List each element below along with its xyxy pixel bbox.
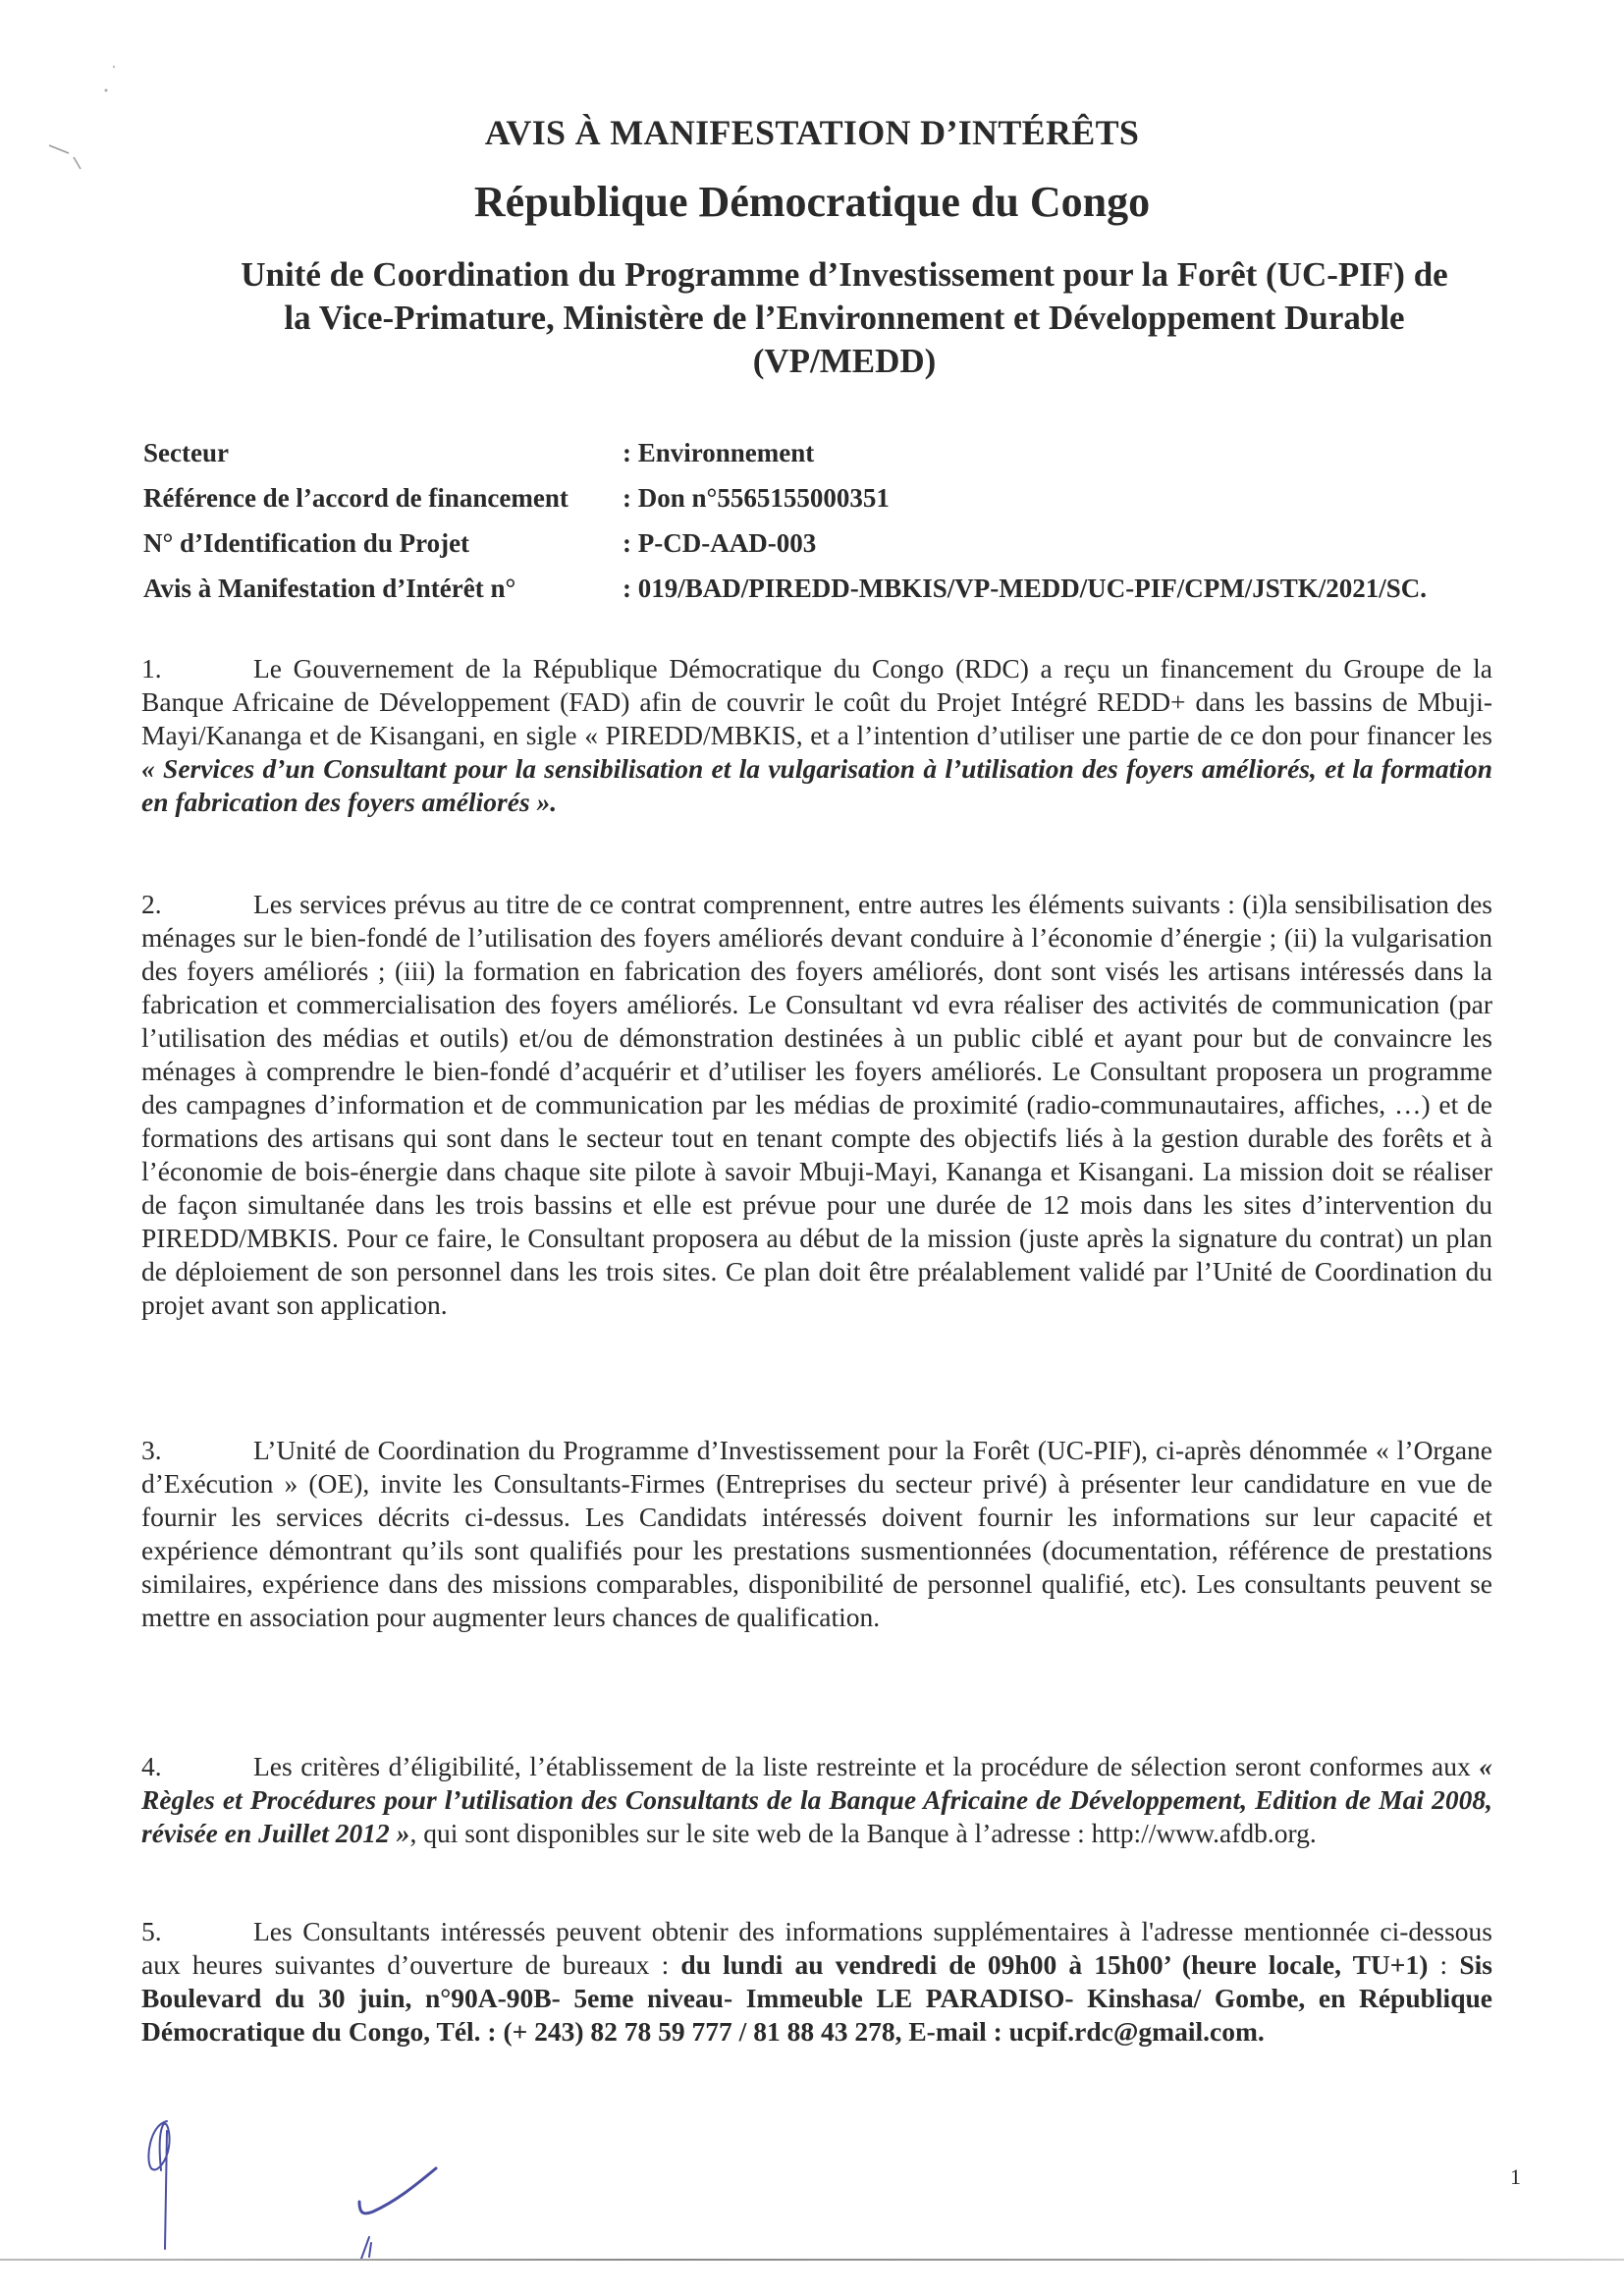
meta-label: Référence de l’accord de financement [143, 483, 568, 513]
meta-label: Avis à Manifestation d’Intérêt n° [143, 574, 516, 603]
meta-row-project-id [143, 528, 1518, 574]
handwritten-initial-icon [137, 2111, 216, 2259]
meta-row-notice-number [143, 574, 1518, 619]
contact-address: Sis Boulevard du 30 juin, n°90A-90B- 5eme niveau- Immeuble LE PARADISO- Kinshasa/ Gombe, en République Démocratique du Congo, Tél. : (+ 243) 82 78 59 777 / 81 88 43 278, E-mail : ucpif.rdc@gmail.com. [141, 1949, 1492, 2047]
paragraph-number: 2. [141, 889, 162, 919]
meta-label: N° d’Identification du Projet [143, 528, 470, 558]
meta-value: : Environnement [623, 438, 815, 467]
meta-value: : 019/BAD/PIREDD-MBKIS/VP-MEDD/UC-PIF/CPM/JSTK/2021/SC. [623, 574, 1427, 603]
paragraph-2 [141, 888, 1492, 1322]
organization-line: (VP/MEDD) [752, 342, 937, 380]
meta-value: : P-CD-AAD-003 [623, 528, 817, 558]
paragraph-number: 5. [141, 1916, 162, 1946]
paragraph-5 [141, 1915, 1492, 2049]
country-title: République Démocratique du Congo [473, 178, 1151, 226]
office-hours: du lundi au vendredi de 09h00 à 15h00’ (heure locale, TU+1) [680, 1949, 1429, 1980]
paragraph-text: : [1428, 1949, 1460, 1980]
paragraph-text: , qui sont disponibles sur le site web de la Banque à l’adresse : http://www.afdb.org. [409, 1818, 1317, 1848]
organization-line: la Vice-Primature, Ministère de l’Environnement et Développement Durable [284, 299, 1405, 337]
paragraph-4 [141, 1750, 1492, 1850]
organization-line: Unité de Coordination du Programme d’Investissement pour la Forêt (UC-PIF) de [241, 255, 1448, 294]
meta-row-financing-reference [143, 483, 1518, 528]
paragraph-3 [141, 1434, 1492, 1634]
meta-row-sector [143, 438, 1518, 483]
paragraph-text: L’Unité de Coordination du Programme d’Investissement pour la Forêt (UC-PIF), ci-après dénommée « l’Organe d’Exécution » (OE), invite les Consultants-Firmes (Entreprises du secteur privé) à présenter leur candidature en vue de fournir les services décrits ci-dessus. Les Candidats intéressés doivent fournir les informations sur leur capacité et expérience démontrant qu’ils sont qualifiés pour les prestations susmentionnées (documentation, référence de prestations similaires, expérience dans des missions comparables, disponibilité de personnel qualifié, etc). Les consultants peuvent se mettre en association pour augmenter leurs chances de qualification. [141, 1435, 1492, 1632]
meta-label: Secteur [143, 438, 229, 467]
service-title-emphasis: « Services d’un Consultant pour la sensibilisation et la vulgarisation à l’utilisation des foyers améliorés, et la formation en fabrication des foyers améliorés ». [141, 753, 1492, 817]
project-metadata [143, 438, 1518, 619]
paragraph-text: Les Consultants intéressés peuvent obtenir des informations supplémentaires à l'adresse mentionnée ci-dessous aux heures suivantes d’ouverture de bureaux : [141, 1916, 1492, 1980]
paragraph-text: Les services prévus au titre de ce contrat comprennent, entre autres les éléments suivants : (i)la sensibilisation des ménages sur le bien-fondé de l’utilisation des foyers améliorés devant conduire à l’économie d’énergie ; (ii) la vulgarisation des foyers améliorés ; (iii) la formation en fabrication des foyers améliorés, dont sont visés les artisans intéressés dans la fabrication et commercialisation des foyers améliorés. Le Consultant vd evra réaliser des activités de communication (par l’utilisation des médias et outils) et/ou de démonstration destinées à un public ciblé et ayant pour but de convaincre les ménages à comprendre le bien-fondé d’acquérir et d’utiliser les foyers améliorés. Le Consultant proposera un programme des campagnes d’information et de communication par les médias de proximité (radio-communautaires, affiches, …) et de formations des artisans qui sont dans le secteur tout en tenant compte des objectifs liés à la gestion durable des forêts et à l’économie de bois-énergie dans chaque site pilote à savoir Mbuji-Mayi, Kananga et Kisangani. La mission doit se réaliser de façon simultanée dans les trois bassins et elle est prévue pour une durée de 12 mois dans les sites d’intervention du PIREDD/MBKIS. Pour ce faire, le Consultant proposera au début de la mission (juste après la signature du contrat) un plan de déploiement de son personnel dans les trois sites. Ce plan doit être préalablement validé par l’Unité de Coordination du projet avant son application. [141, 889, 1492, 1320]
meta-value: : Don n°5565155000351 [623, 483, 890, 513]
paragraph-number: 1. [141, 653, 162, 683]
organization-heading [157, 253, 1532, 383]
notice-title: AVIS À MANIFESTATION D’INTÉRÊTS [484, 113, 1140, 152]
rules-title-emphasis: « Règles et Procédures pour l’utilisation des Consultants de la Banque Africaine de Développement, Edition de Mai 2008, révisée en Juillet 2012 » [141, 1751, 1492, 1848]
paragraph-number: 3. [141, 1435, 162, 1465]
paragraph-number: 4. [141, 1751, 162, 1781]
paragraph-text: Les critères d’éligibilité, l’établissement de la liste restreinte et la procédure de sélection seront conformes aux [253, 1751, 1480, 1781]
paragraph-1 [141, 652, 1492, 819]
signature-icon [314, 2160, 452, 2278]
paragraph-text: Le Gouvernement de la République Démocratique du Congo (RDC) a reçu un financement du Groupe de la Banque Africaine de Développement (FAD) afin de couvrir le coût du Projet Intégré REDD+ dans les bassins de Mbuji-Mayi/Kananga et de Kisangani, en sigle « PIREDD/MBKIS, et a l’intention d’utiliser une partie de ce don pour financer les [141, 653, 1492, 750]
scan-edge-line [0, 2259, 1624, 2261]
page-number: 1 [1510, 2164, 1521, 2189]
